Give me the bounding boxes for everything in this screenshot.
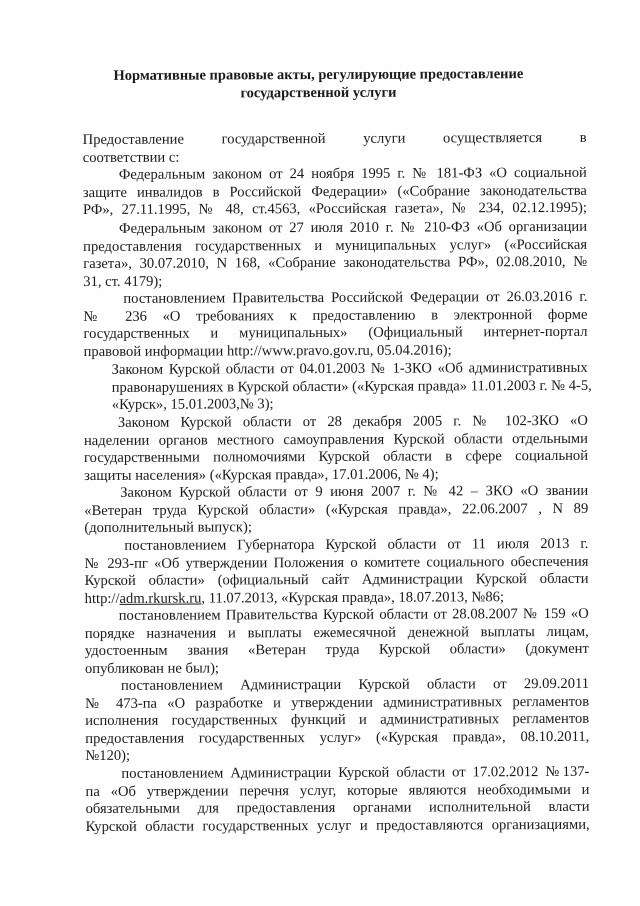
adm-rkursk-link[interactable]: adm.rkursk.ru [119,590,202,607]
paragraph-administration-resolution-137 [85,764,589,837]
title-line-2: государственной услуги [240,84,397,101]
paragraph-line: (дополнительный выпуск); [84,519,252,537]
paragraph-line: предоставления государственных услуг» («Курская правда», 08.10.2011, [85,728,590,747]
paragraph-line: Законом Курской области от 28 декабря 2005 г. № 102-ЗКО «О [117,412,588,431]
paragraph-line: № 236 «О требованиях к предоставлению в электронной форме [83,306,588,325]
paragraph-line: Законом Курской области от 04.01.2003 № 1-ЗКО «Об административных [111,359,588,378]
paragraph-line: постановлением Губернатора Курской области от 11 июля 2013 г. [124,535,589,554]
paragraph-line: Курской области государственных услуг и предоставляются организациями, [85,816,590,835]
paragraph-line: Федеральным законом от 27 июля 2010 г. № 210-ФЗ «Об организации [118,218,588,237]
paragraph-line: Предоставление государственной услуги осуществляется в [82,129,587,149]
paragraph-line: постановлением Администрации Курской области от 17.02.2012 №137- [121,763,590,782]
title-line-1: Нормативные правовые акты, регулирующие предоставление [113,66,524,84]
paragraph-line: исполнения государственных функций и административных регламентов [85,711,590,730]
document-title [58,66,578,103]
paragraph-administration-resolution-473 [85,676,589,766]
paragraph-line-with-link: http://adm.rkursk.ru, 11.07.2013, «Курская правда», 18.07.2013, №86; [84,588,505,607]
paragraph-line: государственных и муниципальных» (Официальный интернет-портал [83,324,588,343]
paragraph-federal-law-210 [83,219,587,292]
paragraph-governor-resolution-293 [84,536,588,609]
paragraph-line: «Курск», 15.01.2003,№ 3); [111,396,274,414]
paragraph-line: наделении органов местного самоуправления Курской области отдельными [83,430,588,449]
paragraph-line: порядке назначения и выплаты ежемесячной денежной выплаты лицам, [84,623,589,642]
paragraph-line: государственными полномочиями Курской области в сфере социальной [83,448,589,467]
paragraph-line: Законом Курской области от 9 июня 2007 г. № 42 – ЗКО «О звании [120,482,589,501]
paragraph-line: опубликован не был); [84,660,220,677]
paragraph-kursk-law-102-zko [84,413,588,486]
paragraph-line: защите инвалидов в Российской Федерации» («Собрание законодательства [82,182,587,201]
paragraph-line: № 293-пг «Об утверждении Положения о комитете социального обеспечения [84,553,589,572]
paragraph-line: соответствии с: [82,149,180,167]
paragraph-line: газета», 30.07.2010, N 168, «Собрание законодательства РФ», 02.08.2010, № [83,254,588,273]
paragraph-kursk-law-1-zko [84,359,592,415]
paragraph-line: правонарушениях в Курской области» («Курская правда» 11.01.2003 г. № 4-5, [111,377,592,396]
paragraph-kursk-government-resolution-159 [85,606,589,679]
paragraph-line: правовой информации http://www.pravo.gov.ru, 05.04.2016); [83,342,452,360]
paragraph-line: №120); [85,748,131,765]
paragraph-line: № 473-па «О разработке и утверждении административных регламентов [85,693,590,712]
paragraph-line: РФ», 27.11.1995, № 48, ст.4563, «Российская газета», № 234, 02.12.1995); [82,200,587,219]
paragraph-federal-law-181 [83,165,587,220]
paragraph-line: обязательными для предоставления органами исполнительной власти [85,799,590,818]
paragraph-line: постановлением Правительства Российской Федерации от 26.03.2016 г. [123,288,588,307]
paragraph-line: Курской области» (официальный сайт Администрации Курской области [84,571,589,590]
paragraph-line: защиты населения» («Курская правда», 17.01.2006, № 4); [84,466,439,484]
paragraph-government-resolution-236 [83,289,587,362]
paragraph-intro [83,130,587,150]
paragraph-kursk-law-42-zko [84,483,588,538]
paragraph-line: постановлением Администрации Курской области от 29.09.2011 [120,675,590,694]
paragraph-line: удостоенным звания «Ветеран труда Курской области» (документ [84,641,589,660]
paragraph-line: Федеральным законом от 24 ноября 1995 г. № 181-ФЗ «О социальной [118,164,587,183]
paragraph-line: па «Об утверждении перечня услуг, которые являются необходимыми и [85,781,590,800]
paragraph-line: 31, ст. 4179); [83,273,163,290]
paragraph-line: «Ветеран труда Курской области» («Курская правда», 22.06.2007 , N 89 [84,500,589,519]
paragraph-line: предоставления государственных и муниципальных услуг» («Российская [83,236,588,255]
paragraph-line: постановлением Правительства Курской области от 28.08.2007 № 159 «О [118,605,589,624]
